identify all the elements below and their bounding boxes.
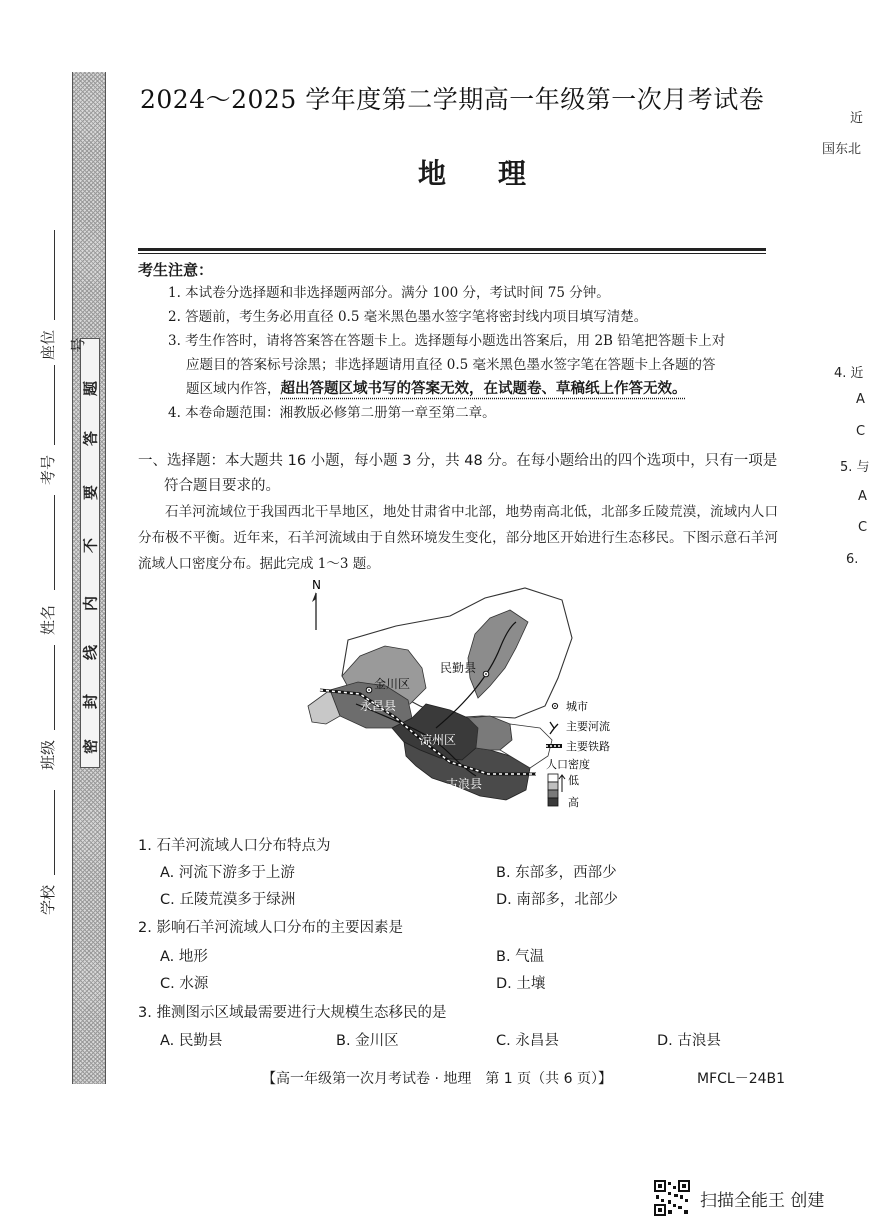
label-jinchuan: 金川区 <box>374 677 411 691</box>
section-heading: 一、选择题：本大题共 16 小题，每小题 3 分，共 48 分。在每小题给出的四个选项中，只有一项是 符合题目要求的。 <box>138 453 778 494</box>
field-class-line[interactable] <box>54 645 55 730</box>
label-yongchang: 永昌县 <box>360 699 397 713</box>
label-minqin: 民勤县 <box>440 661 477 675</box>
adjacent-page-text: A <box>856 392 865 407</box>
field-name-line[interactable] <box>54 495 55 590</box>
seal-char: 不 <box>81 538 100 554</box>
river-legend-icon <box>550 722 558 734</box>
arrow-up-icon <box>559 775 565 792</box>
notice-item: 4. 本卷命题范围：湘教版必修第二册第一章至第二章。 <box>168 405 496 421</box>
field-class-label: 班级 <box>39 739 57 770</box>
question-2-option-d[interactable]: D. 土壤 <box>496 976 546 992</box>
paper-code: MFCL－24B1 <box>697 1071 786 1087</box>
notice-item-continued: 题区域内作答， <box>186 381 281 397</box>
field-name-label: 姓名 <box>39 604 57 635</box>
question-2-option-a[interactable]: A. 地形 <box>160 949 208 965</box>
field-seat-label: 座位号 <box>39 330 87 361</box>
question-1-option-c[interactable]: C. 丘陵荒漠多于绿洲 <box>160 892 296 908</box>
adjacent-page-text: A <box>858 489 867 504</box>
legend-low: 低 <box>568 774 579 787</box>
map-svg <box>300 578 640 828</box>
question-3-stem: 3. 推测图示区域最需要进行大规模生态移民的是 <box>138 1005 447 1021</box>
field-exam-number-label: 考号 <box>39 454 57 485</box>
north-label: N <box>312 578 321 592</box>
seal-char: 要 <box>81 485 100 501</box>
scanner-text: 扫描全能王 创建 <box>700 1191 825 1211</box>
notice-item: 1. 本试卷分选择题和非选择题两部分。满分 100 分，考试时间 75 分钟。 <box>168 285 610 301</box>
subject-title: 地理 <box>418 157 579 190</box>
legend-high: 高 <box>568 796 579 809</box>
seal-char: 密 <box>81 739 100 755</box>
population-density-map <box>300 578 640 828</box>
question-3-option-d[interactable]: D. 古浪县 <box>657 1033 721 1049</box>
field-school-label: 学校 <box>39 884 57 915</box>
seal-char: 题 <box>81 381 100 397</box>
seal-char: 封 <box>81 694 100 710</box>
question-2-option-b[interactable]: B. 气温 <box>496 949 545 965</box>
legend-railway: 主要铁路 <box>566 740 610 753</box>
page-footer: 【高一年级第一次月考试卷 · 地理 第 1 页（共 6 页）】 <box>262 1071 612 1087</box>
adjacent-page-text: C <box>858 520 868 535</box>
legend-city: 城市 <box>566 700 588 713</box>
seal-char: 线 <box>81 645 100 661</box>
question-3-option-a[interactable]: A. 民勤县 <box>160 1033 223 1049</box>
notice-item-continued: 应题目的答案标号涂黑；非选择题请用直径 0.5 毫米黑色墨水签字笔在答题卡上各题的答 <box>186 357 716 373</box>
question-1-stem: 1. 石羊河流域人口分布特点为 <box>138 838 331 854</box>
field-school-line[interactable] <box>54 790 55 875</box>
adjacent-page-text: 6. <box>846 552 859 567</box>
label-gulang: 古浪县 <box>446 777 483 791</box>
notice-item: 3. 考生作答时，请将答案答在答题卡上。选择题每小题选出答案后，用 2B 铅笔把答题卡上对 <box>168 333 726 349</box>
question-3-option-b[interactable]: B. 金川区 <box>336 1033 399 1049</box>
question-1-option-b[interactable]: B. 东部多，西部少 <box>496 865 617 881</box>
question-1-option-a[interactable]: A. 河流下游多于上游 <box>160 865 295 881</box>
question-2-option-c[interactable]: C. 水源 <box>160 976 209 992</box>
label-liangzhou: 凉州区 <box>420 733 457 747</box>
question-3-option-c[interactable]: C. 永昌县 <box>496 1033 559 1049</box>
field-exam-number-line[interactable] <box>54 365 55 445</box>
field-seat-line[interactable] <box>54 230 55 320</box>
notice-heading: 考生注意： <box>138 261 214 279</box>
question-1-option-d[interactable]: D. 南部多，北部少 <box>496 892 618 908</box>
adjacent-page-text: 近 <box>850 111 864 126</box>
header-divider-thin <box>138 253 766 254</box>
legend-density: 人口密度 <box>546 758 590 771</box>
adjacent-page-text: 4. 近 <box>834 366 864 381</box>
notice-emphasis: 超出答题区域书写的答案无效，在试题卷、草稿纸上作答无效。 <box>280 381 687 397</box>
adjacent-page-text: 5. 与 <box>840 460 870 475</box>
adjacent-page-text: 国东北 <box>822 142 862 157</box>
seal-char: 答 <box>81 431 100 447</box>
scanner-watermark <box>654 1180 864 1216</box>
seal-char: 内 <box>81 596 100 612</box>
question-2-stem: 2. 影响石羊河流域人口分布的主要因素是 <box>138 920 403 936</box>
reading-passage: 石羊河流域位于我国西北干旱地区，地处甘肃省中北部，地势南高北低，北部多丘陵荒漠，流域内人口分布极不平衡。近年来，石羊河流域由于自然环境发生变化，部分地区开始进行生态移民。下图示意石羊河流域人口密度分布。据此完成 1～3 题。 <box>138 504 778 572</box>
adjacent-page-text: C <box>856 424 866 439</box>
header-divider <box>138 248 766 251</box>
notice-item: 2. 答题前，考生务必用直径 0.5 毫米黑色墨水签字笔将密封线内项目填写清楚。 <box>168 309 648 325</box>
qr-code-icon <box>654 1180 690 1216</box>
legend-river: 主要河流 <box>566 720 610 733</box>
exam-title: 2024～2025 学年度第二学期高一年级第一次月考试卷 <box>140 85 765 114</box>
